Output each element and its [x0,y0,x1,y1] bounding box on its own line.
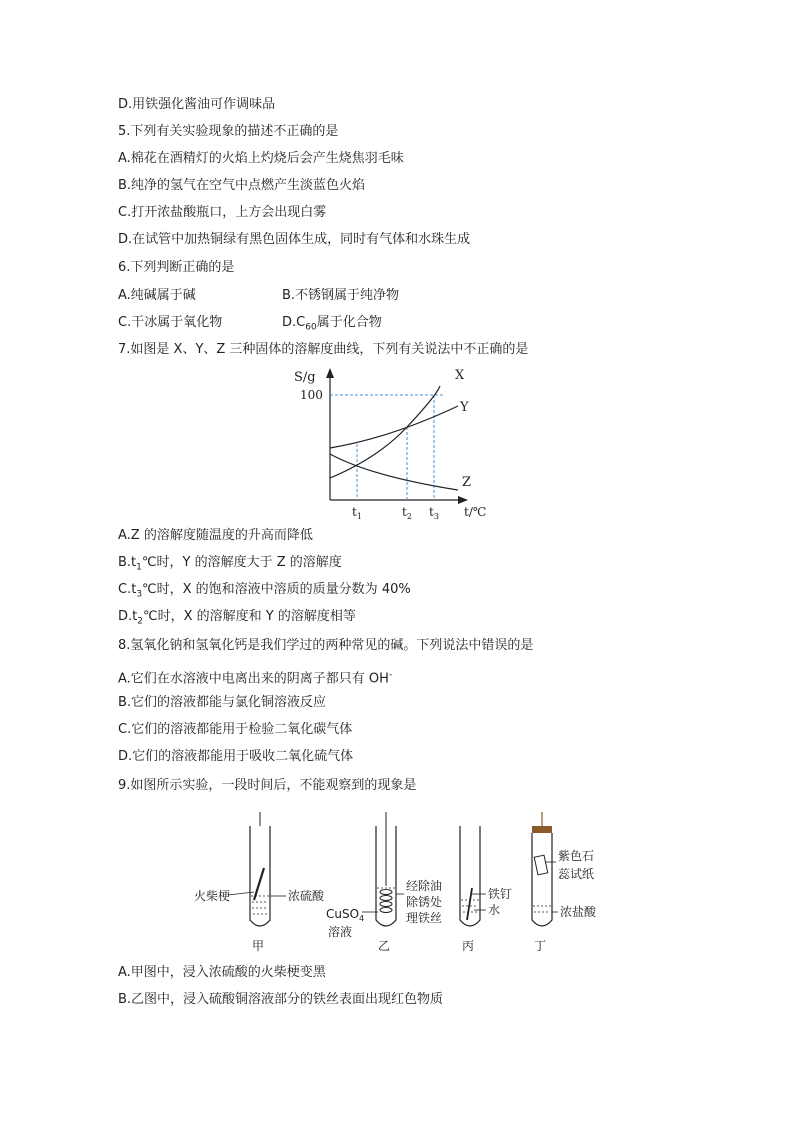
q9-option-b: B.乙图中，浸入硫酸铜溶液部分的铁丝表面出现红色物质 [118,992,444,1007]
label-yi: 乙 [378,939,391,953]
option-1d: D.用铁强化酱油可作调味品 [118,97,276,112]
solubility-chart [290,362,510,522]
y-axis-arrow [326,368,334,378]
label-jia: 甲 [252,939,265,953]
label-wire-2: 除锈处 [406,895,443,909]
label-wire-3: 理铁丝 [406,911,443,925]
q7-option-d: $D.t_2℃$时，X 的溶解度和 Y 的溶解度相等 [118,609,356,627]
label-paper-1: 紫色石 [558,849,595,863]
tube-jia-glass [250,826,270,926]
label-nail: 铁钉 [488,887,513,901]
q7-option-c: $C.t_3℃$时，X 的饱和溶液中溶质的质量分数为 40% [118,582,411,600]
q6-option-b: B.不锈钢属于纯净物 [282,288,400,303]
q6-option-a: A.纯碱属于碱 [118,288,196,303]
label-solution: 溶液 [328,925,353,939]
tube-jia-liquid [252,902,268,914]
label-match: 火柴梗 [194,889,231,903]
label-water: 水 [488,903,501,917]
label-paper-2: 蕊试纸 [558,867,595,881]
question-7: 7.如图是 X、Y、Z 三种固体的溶解度曲线，下列有关说法中不正确的是 [118,342,529,357]
question-6: 6.下列判断正确的是 [118,260,235,275]
q8-option-a: A.它们在水溶液中电离出来的阴离子都只有 OH- [118,670,393,687]
x-tick-t1: $t_1$ [352,505,362,521]
tube-bing [460,826,512,953]
q5-option-d: D.在试管中加热铜绿有黑色固体生成，同时有气体和水珠生成 [118,232,471,247]
series-z-label: Z [462,475,472,490]
match-stick [254,868,264,900]
label-conc-h2so4: 浓硫酸 [288,889,325,903]
y-tick-100: 100 [300,388,323,402]
x-axis-label: t/℃ [464,505,487,519]
series-y-label: Y [460,400,469,415]
question-9: 9.如图所示实验，一段时间后，不能观察到的现象是 [118,778,417,793]
y-axis-label: S/g [294,370,316,385]
iron-coil [380,890,392,913]
label-wire-1: 经除油 [406,879,443,893]
label-conc-hcl: 浓盐酸 [560,905,597,919]
tube-bing-liquid [462,906,478,912]
label-bing: 丙 [462,939,475,953]
series-x-label: X [455,368,465,383]
label-ding: 丁 [534,939,547,953]
q9-option-a: A.甲图中，浸入浓硫酸的火柴梗变黑 [118,965,326,980]
tube-yi [326,812,442,953]
question-5: 5.下列有关实验现象的描述不正确的是 [118,124,339,139]
tube-jia [194,812,325,953]
series-y-curve [330,406,458,448]
q7-option-b: $B.t_1℃$时，Y 的溶解度大于 Z 的溶解度 [118,555,342,573]
series-x-curve [330,386,440,478]
x-tick-t2: $t_2$ [402,505,412,521]
q5-option-b: B.纯净的氢气在空气中点燃产生淡蓝色火焰 [118,178,366,193]
question-8: 8.氢氧化钠和氢氧化钙是我们学过的两种常见的碱。下列说法中错误的是 [118,638,534,653]
q7-option-a: A.Z 的溶解度随温度的升高而降低 [118,528,313,543]
q6-option-c: C.干冰属于氧化物 [118,315,223,330]
iron-nail [467,888,472,920]
x-tick-t3: $t_3$ [429,505,439,521]
tube-ding [532,812,597,953]
q8-option-d: D.它们的溶液都能用于吸收二氧化硫气体 [118,749,354,764]
q5-option-c: C.打开浓盐酸瓶口，上方会出现白雾 [118,205,327,220]
q8-option-c: C.它们的溶液都能用于检验二氧化碳气体 [118,722,353,737]
litmus-paper [534,855,548,875]
experiment-figure [190,808,610,960]
series-z-curve [330,454,458,490]
x-axis-arrow [458,496,468,504]
label-cuso4: CuSO$_4$ [326,907,365,923]
stopper [532,826,552,833]
q5-option-a: A.棉花在酒精灯的火焰上灼烧后会产生烧焦羽毛味 [118,151,404,166]
q8-option-b: B.它们的溶液都能与氯化铜溶液反应 [118,695,327,710]
q6-option-d: $D.C_{60}$属于化合物 [282,315,382,333]
tube-bing-glass [460,826,480,926]
